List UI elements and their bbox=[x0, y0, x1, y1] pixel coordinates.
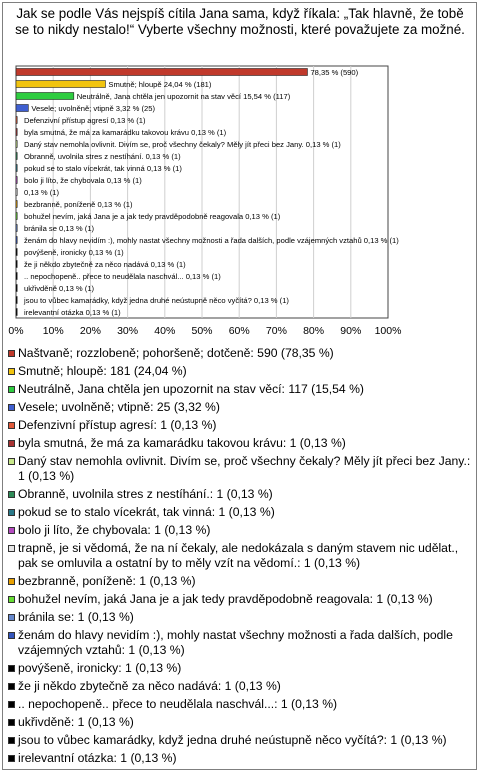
bar-label: 0,13 % (1) bbox=[24, 188, 60, 197]
bar-label: bránila se 0,13 % (1) bbox=[24, 224, 95, 233]
bar bbox=[16, 141, 17, 148]
bar-label: irelevantní otázka 0,13 % (1) bbox=[24, 308, 121, 317]
legend-item bbox=[8, 505, 474, 520]
bar-label: 78,35 % (590) bbox=[310, 68, 359, 77]
legend-item bbox=[8, 733, 474, 748]
bar bbox=[16, 189, 17, 196]
legend-label: trapně, je si vědomá, že na ní čekaly, ale nedokázala s daným stavem nic udělat., pak se omluvila a ostatní by to měly vzít na vědomí.: 1 (0,13 %) bbox=[18, 541, 459, 570]
bar bbox=[16, 177, 17, 184]
legend-swatch bbox=[8, 665, 15, 672]
legend-label: Smutně; hloupě: 181 (24,04 %) bbox=[18, 364, 187, 378]
legend-label: ukřivděně: 1 (0,13 %) bbox=[18, 715, 134, 729]
legend-item bbox=[8, 592, 474, 607]
legend-label: povýšeně, ironicky: 1 (0,13 %) bbox=[18, 661, 182, 675]
legend-swatch bbox=[8, 440, 15, 447]
legend-swatch bbox=[8, 719, 15, 726]
chart-title: Jak se podle Vás nejspíš cítila Jana sama, když říkala: „Tak hlavně, že tobě se to nikdy nestalo!“ Vyberte všechny možnosti, které považujete za možné. bbox=[15, 6, 465, 37]
legend-swatch bbox=[8, 368, 15, 375]
x-tick-label: 80% bbox=[303, 325, 325, 337]
bar-label: Obranně, uvolnila stres z nestíhání. 0,13 % (1) bbox=[24, 152, 181, 161]
x-tick-label: 10% bbox=[42, 325, 64, 337]
x-tick-label: 30% bbox=[117, 325, 139, 337]
x-tick-label: 70% bbox=[265, 325, 287, 337]
legend-label: jsou to vůbec kamarádky, když jedna druhé neústupně něco vyčítá?: 1 (0,13 %) bbox=[18, 733, 447, 747]
legend-swatch bbox=[8, 458, 15, 465]
bar-label: ukřivděně 0,13 % (1) bbox=[24, 284, 95, 293]
legend-item bbox=[8, 364, 474, 379]
legend-label: bezbranně, poníženě: 1 (0,13 %) bbox=[18, 574, 196, 588]
legend-swatch bbox=[8, 632, 15, 639]
chart-legend bbox=[8, 346, 474, 769]
bar bbox=[16, 165, 17, 172]
bar-label: že ji někdo zbytečně za něco nadává 0,13 % (1) bbox=[24, 260, 186, 269]
bar bbox=[16, 213, 17, 220]
bar bbox=[16, 297, 17, 304]
x-tick-label: 100% bbox=[374, 325, 402, 337]
bar bbox=[16, 237, 17, 244]
x-tick-label: 20% bbox=[79, 325, 101, 337]
legend-label: ženám do hlavy nevidím :), mohly nastat všechny možnosti a řada dalších, podle vzájemných vztahů: 1 (0,13 %) bbox=[18, 628, 453, 657]
bar-label: povýšeně, ironicky 0,13 % (1) bbox=[24, 248, 124, 257]
bar bbox=[16, 201, 17, 208]
legend-swatch bbox=[8, 386, 15, 393]
bar bbox=[16, 309, 17, 316]
legend-item bbox=[8, 541, 474, 571]
bar bbox=[16, 93, 74, 100]
legend-item bbox=[8, 346, 474, 361]
x-tick-label: 60% bbox=[228, 325, 250, 337]
bar bbox=[16, 261, 17, 268]
legend-item bbox=[8, 487, 474, 502]
legend-label: bohužel nevím, jaká Jana je a jak tedy pravděpodobně reagovala: 1 (0,13 %) bbox=[18, 592, 433, 606]
bar-label: jsou to vůbec kamarádky, když jedna druhé neústupně něco vyčítá? 0,13 % (1) bbox=[24, 296, 289, 305]
legend-swatch bbox=[8, 701, 15, 708]
legend-swatch bbox=[8, 614, 15, 621]
legend-item bbox=[8, 454, 474, 484]
bar bbox=[16, 69, 307, 76]
legend-label: pokud se to stalo vícekrát, tak vinná: 1 (0,13 %) bbox=[18, 505, 275, 519]
legend-label: .. nepochopeně.. přece to neudělala naschvál...: 1 (0,13 %) bbox=[18, 697, 338, 711]
legend-item bbox=[8, 400, 474, 415]
legend-item bbox=[8, 679, 474, 694]
bar-label: Vesele; uvolněně; vtipně 3,32 % (25) bbox=[31, 104, 156, 113]
legend-item bbox=[8, 628, 474, 658]
legend-swatch bbox=[8, 545, 15, 552]
bar bbox=[16, 285, 17, 292]
legend-swatch bbox=[8, 509, 15, 516]
legend-label: irelevantní otázka: 1 (0,13 %) bbox=[18, 751, 177, 765]
bar bbox=[16, 225, 17, 232]
legend-label: Daný stav nemohla ovlivnit. Divím se, proč všechny čekaly? Měly jít přeci bez Jany.: 1 (0,13 %) bbox=[18, 454, 471, 483]
bar bbox=[16, 249, 17, 256]
legend-label: že ji někdo zbytečně za něco nadává: 1 (0,13 %) bbox=[18, 679, 281, 693]
legend-item bbox=[8, 436, 474, 451]
bar bbox=[16, 117, 17, 124]
legend-label: Naštvaně; rozzlobeně; pohoršeně; dotčeně: 590 (78,35 %) bbox=[18, 346, 334, 360]
legend-label: bolo ji líto, že chybovala: 1 (0,13 %) bbox=[18, 523, 211, 537]
legend-label: Obranně, uvolnila stres z nestíhání.: 1 (0,13 %) bbox=[18, 487, 273, 501]
legend-swatch bbox=[8, 491, 15, 498]
bar-label: Daný stav nemohla ovlivnit. Divím se, proč všechny čekaly? Měly jít přeci bez Jany. 0,13 % (1) bbox=[24, 140, 341, 149]
legend-item bbox=[8, 574, 474, 589]
bar-label: bezbranně, poníženě 0,13 % (1) bbox=[24, 200, 133, 209]
legend-swatch bbox=[8, 683, 15, 690]
bar-chart-plot bbox=[0, 0, 480, 345]
bar-label: Defenzivní přístup agresí 0,13 % (1) bbox=[24, 116, 146, 125]
x-tick-label: 50% bbox=[191, 325, 213, 337]
bar-label: bohužel nevím, jaká Jana je a jak tedy pravděpodobně reagovala 0,13 % (1) bbox=[24, 212, 281, 221]
x-tick-label: 90% bbox=[340, 325, 362, 337]
bar bbox=[16, 153, 17, 160]
x-tick-label: 0% bbox=[8, 325, 24, 337]
legend-swatch bbox=[8, 350, 15, 357]
bar-label: Smutně; hloupě 24,04 % (181) bbox=[108, 80, 212, 89]
legend-item bbox=[8, 715, 474, 730]
legend-item bbox=[8, 523, 474, 538]
legend-label: Defenzivní přístup agresí: 1 (0,13 %) bbox=[18, 418, 217, 432]
legend-swatch bbox=[8, 422, 15, 429]
legend-swatch bbox=[8, 737, 15, 744]
bar-label: .. nepochopeně.. přece to neudělala naschvál... 0,13 % (1) bbox=[24, 272, 221, 281]
bar-label: ženám do hlavy nevidím :), mohly nastat všechny možnosti a řada dalších, podle vzájemných vztahů 0,13 % (1) bbox=[24, 236, 399, 245]
x-tick-label: 40% bbox=[154, 325, 176, 337]
legend-label: byla smutná, že má za kamarádku takovou krávu: 1 (0,13 %) bbox=[18, 436, 346, 450]
bar-label: Neutrálně, Jana chtěla jen upozornit na stav věcí 15,54 % (117) bbox=[76, 92, 291, 101]
legend-item bbox=[8, 418, 474, 433]
legend-swatch bbox=[8, 596, 15, 603]
bar bbox=[16, 129, 17, 136]
bar-label: byla smutná, že má za kamarádku takovou krávu 0,13 % (1) bbox=[24, 128, 227, 137]
bar bbox=[16, 273, 17, 280]
legend-item bbox=[8, 610, 474, 625]
bar-label: bolo ji líto, že chybovala 0,13 % (1) bbox=[24, 176, 142, 185]
bar bbox=[16, 105, 28, 112]
legend-swatch bbox=[8, 404, 15, 411]
legend-label: Vesele; uvolněně; vtipně: 25 (3,32 %) bbox=[18, 400, 220, 414]
legend-item bbox=[8, 751, 474, 766]
bar-label: pokud se to stalo vícekrát, tak vinná 0,13 % (1) bbox=[24, 164, 182, 173]
legend-label: bránila se: 1 (0,13 %) bbox=[18, 610, 134, 624]
legend-item bbox=[8, 697, 474, 712]
legend-label: Neutrálně, Jana chtěla jen upozornit na stav věcí: 117 (15,54 %) bbox=[18, 382, 364, 396]
legend-swatch bbox=[8, 527, 15, 534]
bar bbox=[16, 81, 105, 88]
legend-swatch bbox=[8, 578, 15, 585]
legend-item bbox=[8, 382, 474, 397]
legend-swatch bbox=[8, 755, 15, 762]
legend-item bbox=[8, 661, 474, 676]
